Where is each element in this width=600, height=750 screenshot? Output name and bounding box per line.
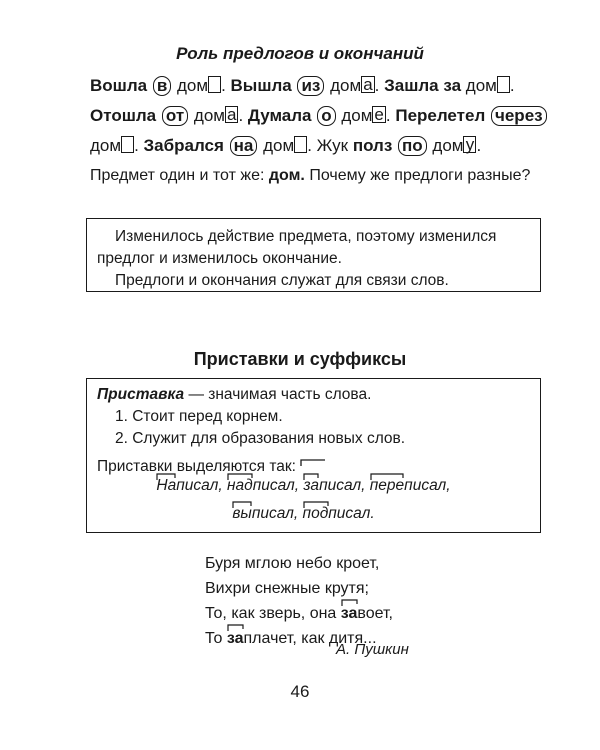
prefix-arc-icon <box>341 599 358 607</box>
answer-paragraph: Предлоги и окончания служат для связи слов. <box>115 272 449 289</box>
separator: , <box>293 505 303 522</box>
poem-author: А. Пушкин <box>336 641 409 658</box>
ending-box: а <box>363 75 373 94</box>
prefix-part: за <box>303 475 319 497</box>
prefix-part: вы <box>232 503 252 525</box>
rule-item: 2. Служит для образования новых слов. <box>115 430 406 447</box>
prefix-arc-icon <box>232 501 252 509</box>
word-rest: писал <box>404 477 447 494</box>
poem <box>205 551 393 651</box>
examples-line-1 <box>87 475 520 497</box>
section-title-prefixes: Приставки и суффиксы <box>193 349 407 369</box>
plain-text <box>485 106 490 125</box>
page-number: 46 <box>290 682 310 701</box>
example-line-2 <box>90 106 548 126</box>
ending-box <box>294 136 307 153</box>
plain-text: дом <box>427 136 464 155</box>
poem-prefix: за <box>341 601 358 626</box>
plain-text: дом <box>90 136 122 155</box>
poem-line: То за плачет, как дитя... <box>205 626 393 651</box>
plain-text: . <box>509 76 515 95</box>
verb-word: полз <box>352 136 393 155</box>
preposition-circled: в <box>153 76 171 96</box>
rule-item: 1. Стоит перед корнем. <box>115 408 283 425</box>
plain-text: дом <box>189 106 225 125</box>
prefix-part: На <box>156 475 176 497</box>
plain-text: . <box>476 136 482 155</box>
separator: , <box>294 477 304 494</box>
plain-text <box>224 136 229 155</box>
word-rest: писал <box>176 477 219 494</box>
ending-box <box>121 136 134 153</box>
separator: . <box>370 505 375 522</box>
separator: , <box>218 477 227 494</box>
word-rest: писал <box>251 505 294 522</box>
plain-text <box>156 106 161 125</box>
example-line-1 <box>90 76 515 96</box>
poem-prefix: за <box>227 626 244 651</box>
answer-box <box>86 218 541 292</box>
ending-box: а <box>226 105 237 124</box>
preposition-circled: из <box>297 76 324 96</box>
poem-line: Буря мглою небо кроет, <box>205 555 380 572</box>
prefix-arc-icon <box>370 473 404 481</box>
prefix-part: над <box>227 475 253 497</box>
prefix-arc-icon <box>156 473 176 481</box>
ending-box <box>208 76 221 93</box>
prefix-mark-label: Приставки выделяются так: <box>97 458 296 475</box>
plain-text: дом <box>461 76 497 95</box>
separator: , <box>446 477 451 494</box>
section-title-prepositions: Роль предлогов и окончаний <box>176 44 424 63</box>
plain-text: дом <box>258 136 295 155</box>
plain-text <box>392 136 397 155</box>
poem-line: То, как зверь, она за воет, <box>205 601 393 626</box>
plain-text: . <box>134 136 144 155</box>
preposition-circled: на <box>230 136 258 156</box>
plain-text: . Жук <box>307 136 353 155</box>
prefix-arc-icon <box>303 473 319 481</box>
prefix-mark-icon <box>300 459 326 467</box>
definition: — значимая часть слова. <box>184 386 372 403</box>
separator: , <box>361 477 370 494</box>
plain-text: дом <box>336 106 373 125</box>
verb-word: Вышла <box>230 76 292 95</box>
verb-word: Вошла <box>90 76 148 95</box>
preposition-circled: о <box>317 106 335 126</box>
prefix-part: пере <box>370 475 404 497</box>
plain-text <box>147 76 152 95</box>
word-rest: писал <box>328 505 371 522</box>
plain-text: . <box>221 76 231 95</box>
preposition-circled: по <box>398 136 427 156</box>
prefix-part: под <box>303 503 329 525</box>
plain-text: . <box>374 76 385 95</box>
plain-text: дом <box>172 76 209 95</box>
ending-box: у <box>463 136 476 153</box>
word-rest: писал <box>319 477 362 494</box>
plain-text <box>292 76 297 95</box>
example-line-3 <box>90 136 481 156</box>
preposition-circled: через <box>491 106 547 126</box>
plain-text: дом <box>325 76 362 95</box>
verb-word: Думала <box>247 106 312 125</box>
rule-box <box>86 378 541 533</box>
ending-box <box>497 76 510 93</box>
preposition-circled: от <box>162 106 188 126</box>
examples-line-2 <box>87 503 520 525</box>
plain-text <box>312 106 317 125</box>
verb-word: Зашла за <box>384 76 462 95</box>
term: Приставка <box>97 386 185 403</box>
question-text: Предмет один и тот же: дом. Почему же предлоги разные? <box>90 167 531 184</box>
plain-text: . <box>385 106 396 125</box>
poem-line: Вихри снежные крутя; <box>205 580 369 597</box>
verb-word: Перелетел <box>395 106 486 125</box>
plain-text: . <box>238 106 248 125</box>
prefix-arc-icon <box>227 473 253 481</box>
prefix-arc-icon <box>227 624 244 632</box>
ending-box: е <box>374 105 384 124</box>
answer-paragraph: Изменилось действие предмета, поэтому изменился предлог и изменилось окончание. <box>97 228 497 267</box>
prefix-arc-icon <box>303 501 329 509</box>
word-rest: писал <box>252 477 295 494</box>
verb-word: Забрался <box>143 136 224 155</box>
verb-word: Отошла <box>90 106 157 125</box>
